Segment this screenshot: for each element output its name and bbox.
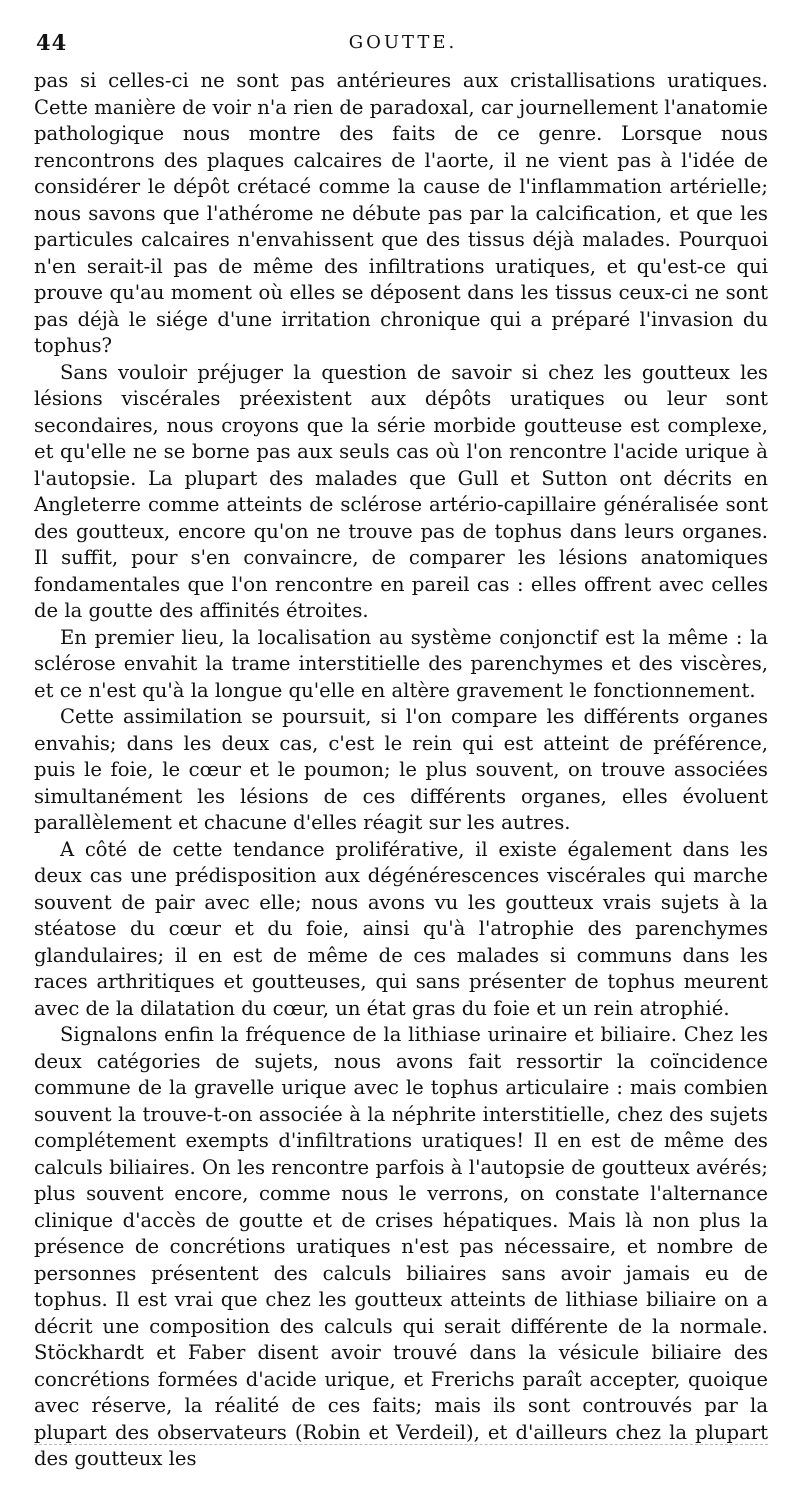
body-text [34,68,768,1473]
paragraph: Sans vouloir préjuger la question de savoir si chez les goutteux les lésions viscérales préexistent aux dépôts uratiques ou leur sont secondaires, nous croyons que la série morbide goutteuse est complexe, et qu'elle ne se borne pas aux seuls cas où l'on rencontre l'acide urique à l'autopsie. La plupart des malades que Gull et Sutton ont décrits en Angleterre comme atteints de sclérose artério-capillaire généralisée sont des goutteux, encore qu'on ne trouve pas de tophus dans leurs organes. Il suffit, pour s'en convaincre, de comparer les lésions anatomiques fondamentales que l'on rencontre en pareil cas : elles offrent avec celles de la goutte des affinités étroites. [34,360,768,622]
paragraph: A côté de cette tendance proliférative, il existe également dans les deux cas une prédisposition aux dégénérescences viscérales qui marche souvent de pair avec elle; nous avons vu les goutteux vrais sujets à la stéatose du cœur et du foie, ainsi qu'à l'atrophie des parenchymes glandulaires; il en est de même de ces malades si communs dans les races arthritiques et goutteuses, qui sans présenter de tophus meurent avec de la dilatation du cœur, un état gras du foie et un rein atrophié. [34,837,768,1020]
paragraph: pas si celles-ci ne sont pas antérieures aux cristallisations uratiques. Cette manière de voir n'a rien de paradoxal, car journellement l'anatomie pathologique nous montre des faits de ce genre. Lorsque nous rencontrons des plaques calcaires de l'aorte, il ne vient pas à l'idée de considérer le dépôt crétacé comme la cause de l'inflammation artérielle; nous savons que l'athérome ne débute pas par la calcification, et que les particules calcaires n'envahissent que des tissus déjà malades. Pourquoi n'en serait-il pas de même des infiltrations uratiques, et qu'est-ce qui prouve qu'au moment où elles se déposent dans les tissus ceux-ci ne sont pas déjà le siége d'une irritation chronique qui a préparé l'invasion du tophus? [34,69,768,357]
paragraph: Signalons enfin la fréquence de la lithiase urinaire et biliaire. Chez les deux catégories de sujets, nous avons fait ressortir la coïncidence commune de la gravelle urique avec le tophus articulaire : mais combien souvent la trouve-t-on associée à la néphrite interstitielle, chez des sujets complétement exempts d'infiltrations uratiques! Il en est de même des calculs biliaires. On les rencontre parfois à l'autopsie de goutteux avérés; plus souvent encore, comme nous le verrons, on constate l'alternance clinique d'accès de goutte et de crises hépatiques. Mais là non plus la présence de concrétions uratiques n'est pas nécessaire, et nombre de personnes présentent des calculs biliaires sans avoir jamais eu de tophus. Il est vrai que chez les goutteux atteints de lithiase biliaire on a décrit une composition des calculs qui serait différente de la normale. Stöckhardt et Faber disent avoir trouvé dans la vésicule biliaire des concrétions formées d'acide urique, et Frerichs paraît accepter, quoique avec réserve, la réalité de ces faits; mais ils sont controuvés par la plupart des observateurs (Robin et Verdeil), et d'ailleurs chez la plupart des goutteux les [34,1023,768,1470]
page-header [36,30,770,56]
running-title: GOUTTE. [348,32,458,53]
page-number: 44 [36,30,68,55]
paragraph: Cette assimilation se poursuit, si l'on compare les différents organes envahis; dans les deux cas, c'est le rein qui est atteint de préférence, puis le foie, le cœur et le poumon; le plus souvent, on trouve associées simultanément les lésions de ces différents organes, elles évoluent parallèlement et chacune d'elles réagit sur les autres. [34,705,768,834]
paragraph: En premier lieu, la localisation au système conjonctif est la même : la sclérose envahit la trame interstitielle des parenchymes et des viscères, et ce n'est qu'à la longue qu'elle en altère gravement le fonctionnement. [34,625,768,702]
footer-divider [34,1444,768,1445]
